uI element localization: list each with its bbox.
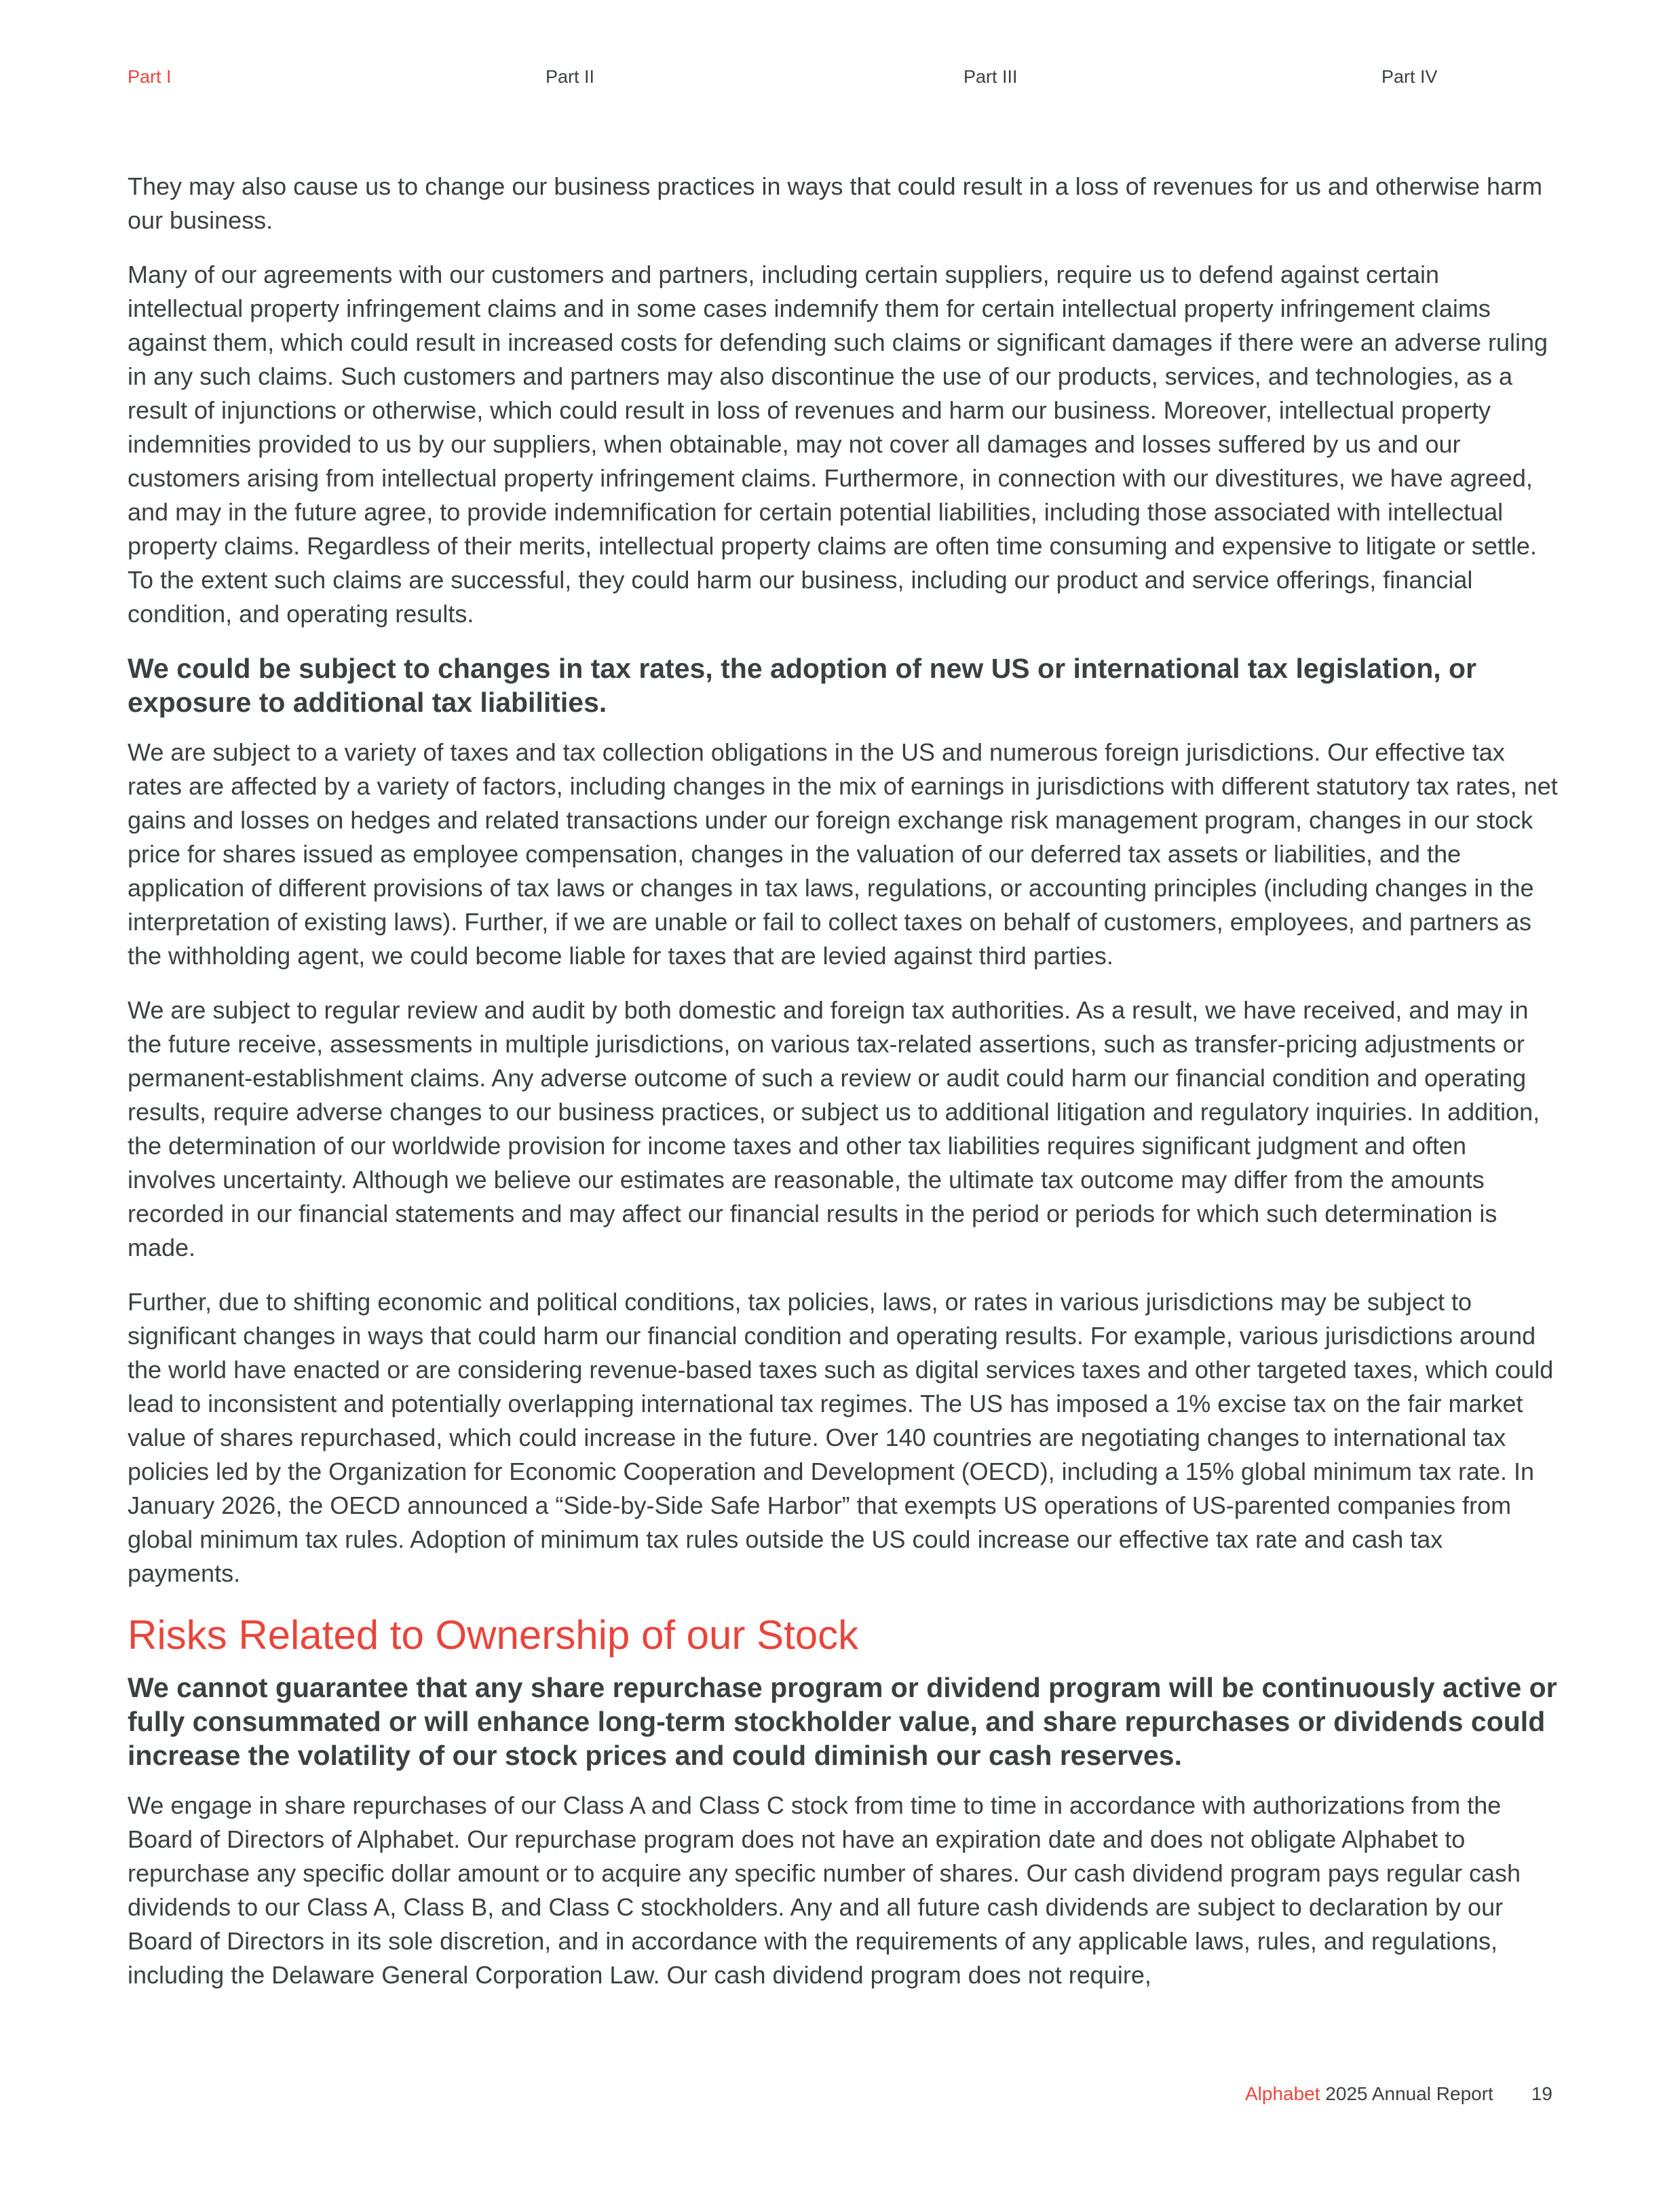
- footer-report-title: 2025 Annual Report: [1320, 2083, 1493, 2104]
- risk-heading-repurchase: We cannot guarantee that any share repurchase program or dividend program will be continuously active or fully consummated or will enhance long-term stockholder value, and share repurchases or dividends could increase the volatility of our stock prices and could diminish our cash reserves.: [128, 1672, 1557, 1771]
- risk-heading-tax: We could be subject to changes in tax rates, the adoption of new US or international tax legislation, or exposure to additional tax liabilities.: [128, 653, 1477, 718]
- page-content: [128, 170, 1559, 2013]
- paragraph-tax-policy-changes: Further, due to shifting economic and political conditions, tax policies, laws, or rates in various jurisdictions may be subject to significant changes in ways that could harm our financial condition and operating results. For example, various jurisdictions around the world have enacted or are considering revenue-based taxes such as digital services taxes and other targeted taxes, which could lead to inconsistent and potentially overlapping international tax regimes. The US has imposed a 1% excise tax on the fair market value of shares repurchased, which could increase in the future. Over 140 countries are negotiating changes to international tax policies led by the Organization for Economic Cooperation and Development (OECD), including a 15% global minimum tax rate. In January 2026, the OECD announced a “Side-by-Side Safe Harbor” that exempts US operations of US-parented companies from global minimum tax rules. Adoption of minimum tax rules outside the US could increase our effective tax rate and cash tax payments.: [128, 1288, 1554, 1587]
- page-number: 19: [1531, 2083, 1552, 2104]
- page-footer: [1245, 2083, 1552, 2105]
- paragraph-repurchase-dividends: We engage in share repurchases of our Class A and Class C stock from time to time in accordance with authorizations from the Board of Directors of Alphabet. Our repurchase program does not have an expiration date and does not obligate Alphabet to repurchase any specific dollar amount or to acquire any specific number of shares. Our cash dividend program pays regular cash dividends to our Class A, Class B, and Class C stockholders. Any and all future cash dividends are subject to declaration by our Board of Directors in its sole discretion, and in accordance with the requirements of any applicable laws, rules, and regulations, including the Delaware General Corporation Law. Our cash dividend program does not require,: [128, 1791, 1521, 1989]
- nav-link-part-i[interactable]: Part I: [128, 66, 172, 87]
- nav-link-part-ii[interactable]: Part II: [546, 66, 595, 87]
- nav-link-part-iv[interactable]: Part IV: [1381, 66, 1438, 87]
- nav-link-part-iii[interactable]: Part III: [963, 66, 1018, 87]
- paragraph-tax-audit: We are subject to regular review and audit by both domestic and foreign tax authorities. As a result, we have received, and may in the future receive, assessments in multiple jurisdictions, on various tax-related assertions, such as transfer-pricing adjustments or permanent-establishment claims. Any adverse outcome of such a review or audit could harm our financial condition and operating results, require adverse changes to our business practices, or subject us to additional litigation and regulatory inquiries. In addition, the determination of our worldwide provision for income taxes and other tax liabilities requires significant judgment and often involves uncertainty. Although we believe our estimates are reasonable, the ultimate tax outcome may differ from the amounts recorded in our financial statements and may affect our financial results in the period or periods for which such determination is made.: [128, 996, 1540, 1261]
- part-navigation: [128, 66, 1552, 94]
- paragraph-ip-indemnification: Many of our agreements with our customers and partners, including certain suppliers, require us to defend against certain intellectual property infringement claims and in some cases indemnify them for certain intellectual property infringement claims against them, which could result in increased costs for defending such claims or significant damages if there were an adverse ruling in any such claims. Such customers and partners may also discontinue the use of our products, services, and technologies, as a result of injunctions or otherwise, which could result in loss of revenues and harm our business. Moreover, intellectual property indemnities provided to us by our suppliers, when obtainable, may not cover all damages and losses suffered by us and our customers arising from intellectual property infringement claims. Furthermore, in connection with our divestitures, we have agreed, and may in the future agree, to provide indemnification for certain potential liabilities, including those associated with intellectual property claims. Regardless of their merits, intellectual property claims are often time consuming and expensive to litigate or settle. To the extent such claims are successful, they could harm our business, including our product and service offerings, financial condition, and operating results.: [128, 261, 1548, 628]
- paragraph-business-practices: They may also cause us to change our business practices in ways that could result in a loss of revenues for us and otherwise harm our business.: [128, 172, 1543, 234]
- paragraph-tax-obligations: We are subject to a variety of taxes and tax collection obligations in the US and numerous foreign jurisdictions. Our effective tax rates are affected by a variety of factors, including changes in the mix of earnings in jurisdictions with different statutory tax rates, net gains and losses on hedges and related transactions under our foreign exchange risk management program, changes in our stock price for shares issued as employee compensation, changes in the valuation of our deferred tax assets or liabilities, and the application of different provisions of tax laws or changes in tax laws, regulations, or accounting principles (including changes in the interpretation of existing laws). Further, if we are unable or fail to collect taxes on behalf of customers, employees, and partners as the withholding agent, we could become liable for taxes that are levied against third parties.: [128, 738, 1558, 970]
- footer-brand: Alphabet: [1244, 2083, 1320, 2104]
- section-heading-stock-ownership: Risks Related to Ownership of our Stock: [128, 1612, 859, 1658]
